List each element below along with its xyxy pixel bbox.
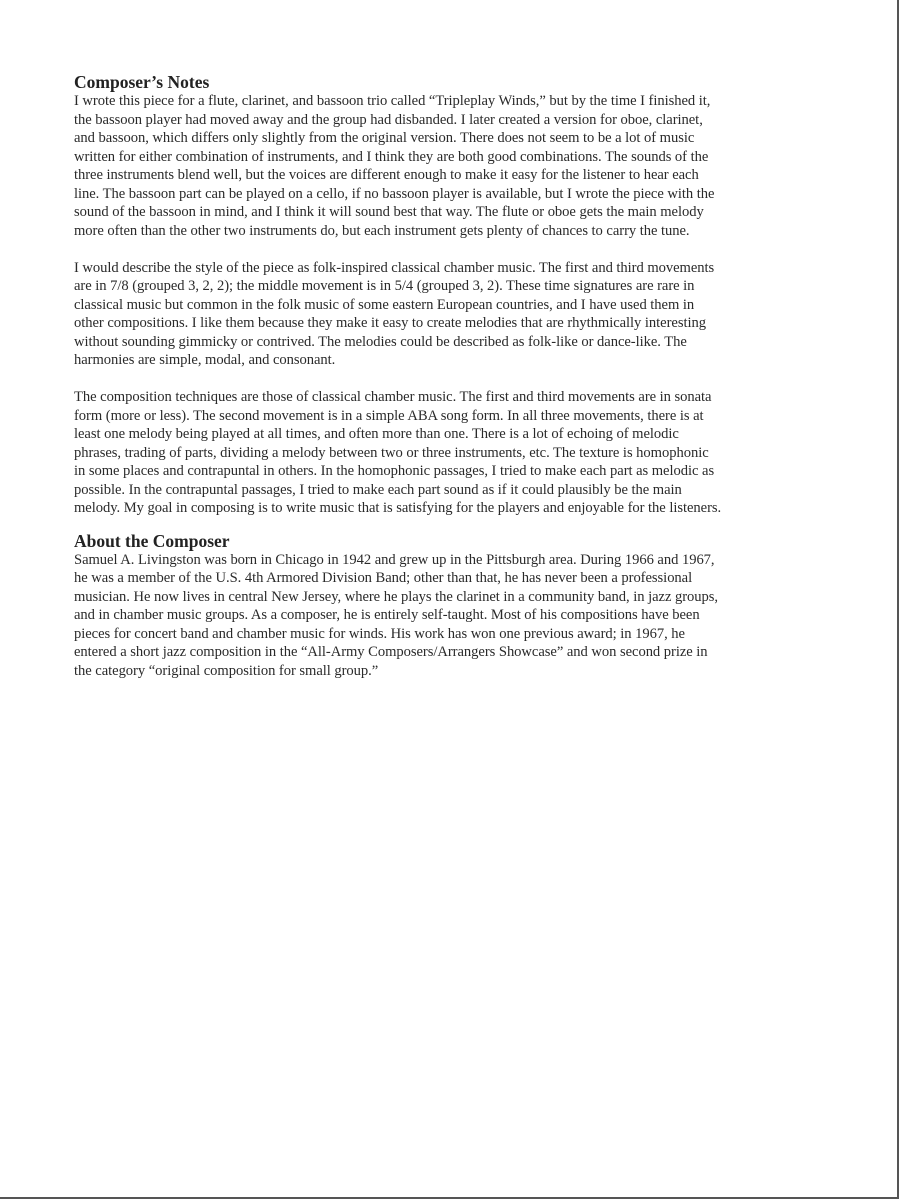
text-line: I wrote this piece for a flute, clarinet, and bassoon trio called “Tripleplay Winds,” but by the time I finished it, bbox=[74, 93, 711, 109]
text-line: more often than the other two instruments do, but each instrument gets plenty of chances to carry the tune. bbox=[74, 222, 690, 239]
text-line: the category “original composition for small group.” bbox=[74, 662, 379, 679]
composers-notes-paragraph-2 bbox=[74, 259, 834, 370]
text-line: in some places and contrapuntal in others. In the homophonic passages, I tried to make each part as melodic as bbox=[74, 463, 715, 479]
text-line: possible. In the contrapuntal passages, I tried to make each part sound as if it could plausibly be the main bbox=[74, 481, 682, 498]
text-line: phrases, trading of parts, dividing a melody between two or three instruments, etc. The texture is homophonic bbox=[74, 444, 709, 461]
text-line: musician. He now lives in central New Jersey, where he plays the clarinet in a community band, in jazz groups, bbox=[74, 588, 718, 605]
text-line: and bassoon, which differs only slightly from the original version. There does not seem to be a lot of music bbox=[74, 130, 695, 146]
text-line: the bassoon player had moved away and the group had disbanded. I later created a version for oboe, clarinet, bbox=[74, 111, 703, 128]
document-content bbox=[74, 72, 834, 680]
text-line: and in chamber music groups. As a composer, he is entirely self-taught. Most of his compositions have been bbox=[74, 607, 700, 623]
text-line: classical music but common in the folk music of some eastern European countries, and I have used them in bbox=[74, 296, 695, 313]
text-line: The composition techniques are those of classical chamber music. The first and third movements are in sonata bbox=[74, 389, 712, 405]
composers-notes-paragraph-1 bbox=[74, 92, 834, 240]
text-line: line. The bassoon part can be played on a cello, if no bassoon player is available, but I wrote the piece with the bbox=[74, 185, 715, 202]
about-composer-heading: About the Composer bbox=[74, 530, 230, 551]
text-line: entered a short jazz composition in the “All-Army Composers/Arrangers Showcase” and won second prize in bbox=[74, 644, 708, 660]
text-line: pieces for concert band and chamber music for winds. His work has won one previous award; in 1967, he bbox=[74, 625, 685, 642]
text-line: sound of the bassoon in mind, and I think it will sound best that way. The flute or oboe gets the main melody bbox=[74, 204, 704, 220]
text-line: he was a member of the U.S. 4th Armored Division Band; other than that, he has never been a professional bbox=[74, 570, 693, 586]
text-line: written for either combination of instruments, and I think they are both good combinations. The sounds of the bbox=[74, 148, 709, 165]
paragraph-gap bbox=[74, 240, 834, 259]
text-line: other compositions. I like them because they make it easy to create melodies that are rhythmically interesting bbox=[74, 315, 706, 331]
text-line: are in 7/8 (grouped 3, 2, 2); the middle movement is in 5/4 (grouped 3, 2). These time signatures are rare in bbox=[74, 278, 695, 294]
text-line: three instruments blend well, but the voices are different enough to make it easy for the listener to hear each bbox=[74, 167, 699, 183]
about-composer-paragraph bbox=[74, 551, 834, 681]
text-line: form (more or less). The second movement is in a simple ABA song form. In all three movements, there is at bbox=[74, 407, 704, 424]
text-line: melody. My goal in composing is to write music that is satisfying for the players and enjoyable for the listeners. bbox=[74, 500, 722, 516]
text-line: I would describe the style of the piece as folk-inspired classical chamber music. The first and third movements bbox=[74, 259, 715, 276]
text-line: least one melody being played at all times, and often more than one. There is a lot of echoing of melodic bbox=[74, 426, 679, 442]
composers-notes-paragraph-3 bbox=[74, 388, 834, 518]
text-line: without sounding gimmicky or contrived. The melodies could be described as folk-like or dance-like. The bbox=[74, 333, 687, 350]
paragraph-gap bbox=[74, 370, 834, 389]
text-line: harmonies are simple, modal, and consonant. bbox=[74, 352, 336, 368]
composers-notes-heading: Composer’s Notes bbox=[74, 72, 210, 92]
section-gap bbox=[74, 518, 834, 531]
text-line: Samuel A. Livingston was born in Chicago in 1942 and grew up in the Pittsburgh area. During 1966 and 1967, bbox=[74, 551, 715, 568]
